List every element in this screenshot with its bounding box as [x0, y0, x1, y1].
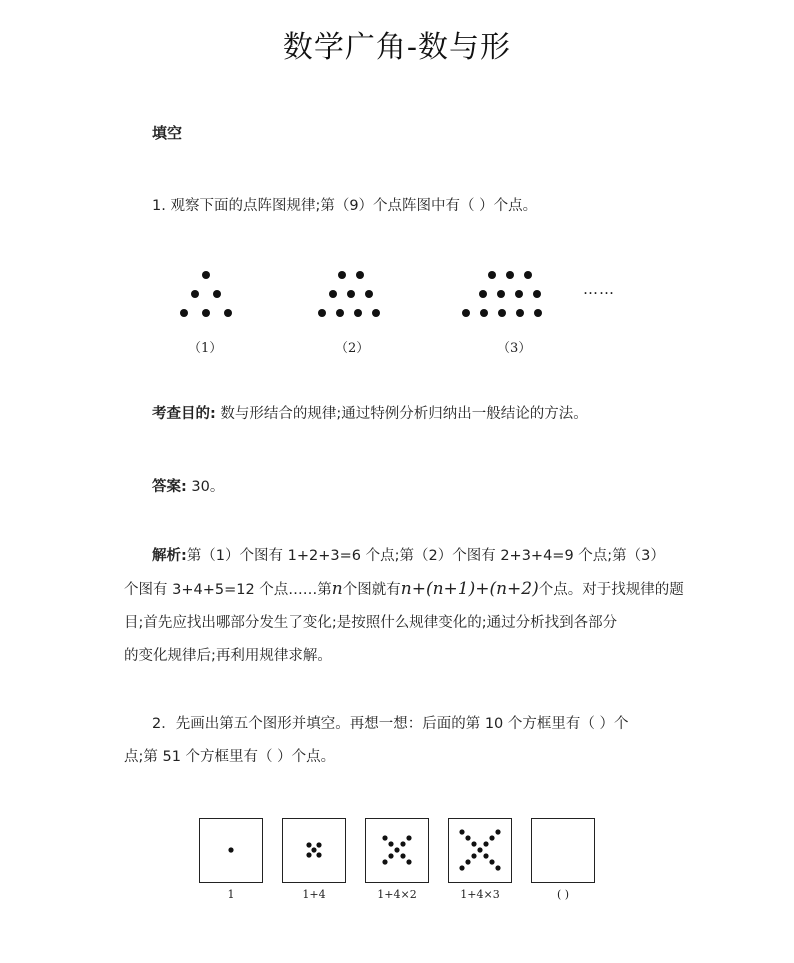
- formula: n+(n+1)+(n+2): [400, 579, 539, 599]
- ellipsis: ……: [583, 280, 615, 298]
- answer-text: 30。: [191, 479, 225, 495]
- analysis-line-3: 目;首先应找出哪部分发生了变化;是按照什么规律变化的;通过分析找到各部分: [124, 615, 618, 631]
- box-label-2: 1+4: [302, 888, 326, 901]
- pattern-box-1: [199, 818, 263, 883]
- dot-triangle-1: [180, 271, 232, 317]
- analysis-line-2c: 个点。对于找规律的题: [538, 582, 684, 598]
- n-symbol: n: [331, 579, 343, 599]
- figure-label-3: （3）: [497, 341, 532, 356]
- analysis-label: 解析:: [152, 548, 187, 564]
- answer: [152, 471, 224, 504]
- answer-label: 答案:: [152, 479, 187, 495]
- question-2-line-2: 点;第 51 个方框里有（ ）个点。: [124, 749, 336, 765]
- question-2-line-1: 2．先画出第五个图形并填空。再想一想：后面的第 10 个方框里有（ ）个: [152, 716, 629, 732]
- analysis-line-2b: 个图就有: [342, 582, 401, 598]
- analysis: [124, 540, 684, 673]
- purpose-label: 考查目的:: [152, 406, 216, 422]
- box-label-5: ( ): [556, 888, 570, 901]
- figure-label-1: （1）: [188, 341, 223, 356]
- analysis-line-4: 的变化规律后;再利用规律求解。: [124, 648, 332, 664]
- section-heading: 填空: [152, 124, 183, 142]
- analysis-line-1: 第（1）个图有 1+2+3=6 个点;第（2）个图有 2+3+4=9 个点;第（3）: [186, 548, 665, 564]
- box-label-1: 1: [227, 888, 235, 901]
- question-2: [124, 708, 684, 774]
- dot-triangle-2: [318, 271, 380, 317]
- question-1: 1. 观察下面的点阵图规律;第（9）个点阵图中有（ ）个点。: [152, 198, 538, 214]
- pattern-box-5-empty: [531, 818, 595, 883]
- purpose-text: 数与形结合的规律;通过特例分析归纳出一般结论的方法。: [220, 406, 588, 422]
- pattern-box-2: [282, 818, 346, 883]
- analysis-line-2a: 个图有 3+4+5=12 个点……第: [124, 582, 332, 598]
- box-label-4: 1+4×3: [460, 888, 500, 901]
- figure-label-2: （2）: [335, 341, 370, 356]
- box-label-3: 1+4×2: [377, 888, 417, 901]
- page-title: 数学广角-数与形: [282, 30, 512, 65]
- pattern-box-3: [365, 818, 429, 883]
- exam-purpose: [152, 398, 588, 431]
- dot-triangle-3: [462, 271, 542, 317]
- pattern-box-4: [448, 818, 512, 883]
- dot-pattern-figure: [170, 262, 640, 362]
